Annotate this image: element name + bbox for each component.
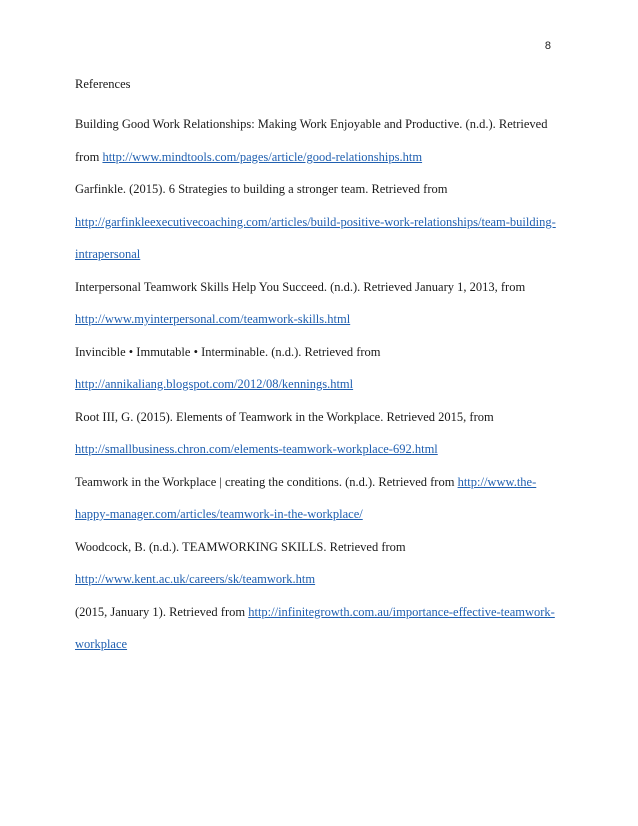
- reference-link[interactable]: http://garfinkleexecutivecoaching.com/articles/build-positive-work-relationships/team-building-intrapersonal: [75, 214, 556, 261]
- reference-text: Teamwork in the Workplace | creating the conditions. (n.d.). Retrieved from: [75, 474, 458, 489]
- reference-entry: [75, 401, 563, 466]
- reference-text: Invincible • Immutable • Interminable. (n.d.). Retrieved from: [75, 344, 381, 359]
- reference-text: Woodcock, B. (n.d.). TEAMWORKING SKILLS. Retrieved from: [75, 539, 406, 554]
- reference-entry: [75, 271, 563, 336]
- reference-entry: [75, 336, 563, 401]
- reference-link[interactable]: http://infinitegrowth.com.au/importance-effective-teamwork-workplace: [75, 604, 555, 651]
- references-list: [75, 108, 563, 661]
- reference-text: (2015, January 1). Retrieved from: [75, 604, 249, 619]
- reference-link[interactable]: http://smallbusiness.chron.com/elements-teamwork-workplace-692.html: [75, 442, 438, 456]
- reference-entry: [75, 173, 563, 271]
- reference-entry: [75, 596, 563, 661]
- reference-entry: [75, 466, 563, 531]
- reference-text: Root III, G. (2015). Elements of Teamwork in the Workplace. Retrieved 2015, from: [75, 409, 494, 424]
- reference-text: Interpersonal Teamwork Skills Help You Succeed. (n.d.). Retrieved January 1, 2013, from: [75, 279, 526, 294]
- references-heading: References: [75, 77, 131, 91]
- reference-text: Building Good Work Relationships: Making Work Enjoyable and Productive. (n.d.). Retrieved from: [75, 117, 548, 164]
- reference-link[interactable]: http://www.mindtools.com/pages/article/good-relationships.htm: [102, 149, 423, 164]
- reference-link[interactable]: http://www.the-happy-manager.com/articles/teamwork-in-the-workplace/: [75, 474, 537, 521]
- reference-link[interactable]: http://www.myinterpersonal.com/teamwork-skills.html: [75, 312, 351, 326]
- reference-link[interactable]: http://annikaliang.blogspot.com/2012/08/kennings.html: [75, 377, 354, 391]
- page-number: 8: [544, 40, 551, 52]
- reference-text: Garfinkle. (2015). 6 Strategies to building a stronger team. Retrieved from: [75, 182, 448, 196]
- reference-link[interactable]: http://www.kent.ac.uk/careers/sk/teamwork.htm: [75, 572, 316, 586]
- reference-entry: [75, 108, 563, 173]
- reference-entry: [75, 531, 563, 596]
